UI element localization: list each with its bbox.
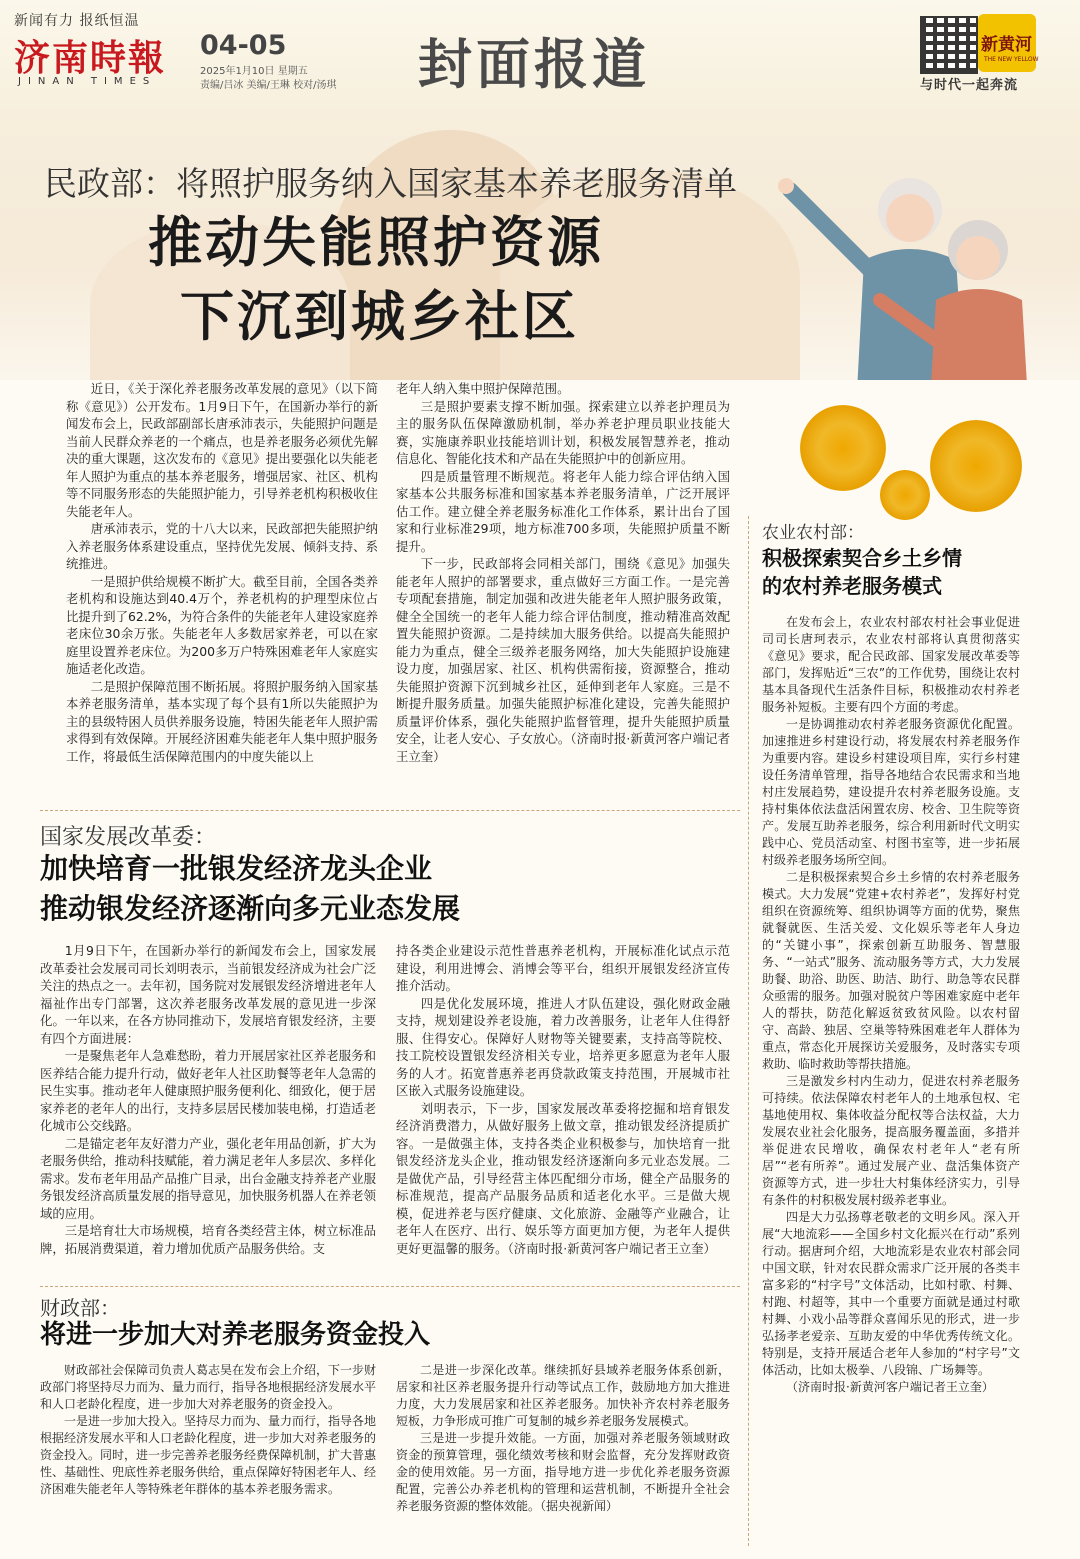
paragraph: 二是锚定老年友好潜力产业，强化老年用品创新，扩大为老服务供给，推动科技赋能，着力满足老年人多层次、多样化需求。发布老年用品产品推广目录，出台金融支持养老产业服务银发经济高质量发展的指导意见，加快服务机器人在养老领域的应用。 — [40, 1135, 376, 1221]
mof-col1 — [40, 1362, 376, 1498]
masthead — [0, 0, 1080, 110]
elderly-couple-icon — [760, 150, 1060, 380]
section-divider — [40, 1286, 740, 1287]
partner-logo-text: 新黄河 — [981, 35, 1032, 55]
page-number: 04-05 — [200, 30, 287, 61]
paragraph: 近日，《关于深化养老服务改革发展的意见》（以下简称《意见》）公开发布。1月9日下午，在国新办举行的新闻发布会上，民政部副部长唐承沛表示，失能照护问题是当前人民群众养老的一个痛点，也是养老服务必须优先解决的重大课题，这次发布的《意见》提出要强化以失能老年人照护为重点的基本养老服务，增强居家、社区、机构等不同服务形态的失能照护能力，引导养老机构积极收住失能老年人。 — [66, 381, 378, 519]
section-title: 封面报道 — [418, 33, 650, 96]
column-divider — [748, 516, 749, 1546]
paragraph: 一是协调推动农村养老服务资源优化配置。加速推进乡村建设行动，将发展农村养老服务作为重要内容。建设乡村建设项目库，实行乡村建设任务清单管理，指导各地结合农民需求和当地村庄发展趋势，建设提升农村养老服务设施。支持村集体依法盘活闲置农房、校舍、卫生院等资产。发展互助养老服务，综合利用新时代文明实践中心、党员活动室、村图书室等，进一步拓展村级养老服务场所空间。 — [762, 717, 1020, 867]
chrysanthemum-icon — [930, 420, 1022, 512]
paragraph: 三是进一步提升效能。一方面，加强对养老服务领域财政资金的预算管理，强化绩效考核和财会监督，充分发挥财政资金的使用效能。另一方面，指导地方进一步优化养老服务资源配置，完善公办养老机构的管理和运营机制，不断提升全社会养老服务资源的整体效能。（据央视新闻） — [396, 1431, 730, 1513]
mof-headline: 将进一步加大对养老服务资金投入 — [40, 1320, 431, 1350]
chrysanthemum-icon — [800, 405, 886, 491]
paragraph: 1月9日下午，在国新办举行的新闻发布会上，国家发展改革委社会发展司司长刘明表示，当前银发经济成为社会广泛关注的热点之一。去年初，国务院对发展银发经济增进老年人福祉作出专门部署，这次养老服务改革发展的意见进一步深化。一年以来，在各方协同推动下，发展培育银发经济，主要有四个方面进展： — [40, 943, 376, 1046]
editors-line: 责编/吕冰 美编/王琳 校对/汤琪 — [200, 80, 337, 91]
section-divider — [40, 810, 740, 811]
mof-col2 — [396, 1362, 730, 1515]
ndrc-col2 — [396, 942, 730, 1257]
paragraph: 二是进一步深化改革。继续抓好县域养老服务体系创新，居家和社区养老服务提升行动等试点工作，鼓励地方加大推进力度，大力发展居家和社区养老服务。加快补齐农村养老服务短板，力争形成可推广可复制的城乡养老服务发展模式。 — [396, 1363, 730, 1428]
moa-kicker: 农业农村部： — [762, 523, 864, 543]
main-story-kicker: 民政部：将照护服务纳入国家基本养老服务清单 — [44, 164, 737, 203]
paragraph: 三是激发乡村内生动力，促进农村养老服务可持续。依法保障农村老年人的土地承包权、宅基地使用权、集体收益分配权等合法权益，大力发展农业社会化服务，提高服务覆盖面，多措并举促进农民增收，确保农村老年人“老有所居”“老有所养”。通过发展产业、盘活集体资产资源等方式，进一步壮大村集体经济实力，引导有条件的村积极发展村级养老事业。 — [762, 1074, 1020, 1207]
partner-tagline: 与时代一起奔流 — [920, 78, 1019, 93]
ndrc-headline-line1: 加快培育一批银发经济龙头企业 — [40, 852, 433, 885]
paragraph: 刘明表示，下一步，国家发展改革委将挖掘和培育银发经济消费潜力，从做好服务上做文章，推动银发经济提质扩容。一是做强主体，支持各类企业积极参与，加快培育一批银发经济龙头企业，推动银发经济逐渐向多元业态发展。二是做优产品，引导经营主体匹配细分市场，健全产品服务的标准规范，提高产品服务品质和适老化水平。三是做大规模，促进养老与医疗健康、文化旅游、金融等产业融合，让老年人在医疗、出行、娱乐等方面更加方便，为老年人提供更好更温馨的服务。（济南时报·新黄河客户端记者王立奎） — [396, 1100, 730, 1256]
paragraph: 持各类企业建设示范性普惠养老机构，开展标准化试点示范建设，利用进博会、消博会等平台，组织开展银发经济宣传推介活动。 — [396, 943, 730, 993]
moa-body — [762, 614, 1020, 1396]
moa-headline-line2: 的农村养老服务模式 — [762, 574, 942, 598]
paragraph: 唐承沛表示，党的十八大以来，民政部把失能照护纳入养老服务体系建设重点，坚持优先发展、倾斜支持、系统推进。 — [66, 521, 378, 571]
main-story-col1 — [66, 380, 378, 765]
newspaper-logo: 济南時報 — [14, 37, 167, 79]
date-line: 2025年1月10日 星期五 — [200, 66, 308, 77]
paragraph: 四是质量管理不断规范。将老年人能力综合评估纳入国家基本公共服务标准和国家基本养老服务清单，广泛开展评估工作。建立健全养老服务标准化工作体系，累计出台了国家和行业标准29项，地方标准700多项，失能照护质量不断提升。 — [396, 468, 730, 554]
mof-kicker: 财政部： — [40, 1296, 120, 1320]
paragraph: 四是优化发展环境，推进人才队伍建设，强化财政金融支持，规划建设养老设施，着力改善服务，让老年人住得舒服、住得安心。保障好人财物等关键要素，支持高等院校、技工院校设置银发经济相关专业，培养更多愿意为老年人服务的人才。拓宽普惠养老再贷款政策支持范围，开展城市社区嵌入式服务设施建设。 — [396, 995, 730, 1098]
paragraph: 一是进一步加大投入。坚持尽力而为、量力而行，指导各地根据经济发展水平和人口老龄化程度，进一步加大对养老服务的资金投入。同时，进一步完善养老服务经费保障机制，扩大普惠性、基础性、兜底性养老服务供给，重点保障好特困老年人、经济困难失能老年人等特殊老年群体的基本养老服务需求。 — [40, 1414, 377, 1496]
paragraph: 下一步，民政部将会同相关部门，围绕《意见》加强失能老年人照护的部署要求，重点做好三方面工作。一是完善专项配套措施，制定加强和改进失能老年人照护服务政策，健全全国统一的老年人能力综合评估制度，推动精准高效配置失能照护资源。二是持续加大服务供给。以提高失能照护能力为重点，健全三级养老服务网络，加大失能照护设施建设力度，加强居家、社区、机构供需衔接，资源整合，推动失能照护资源下沉到城乡社区，延伸到老年人家庭。三是不断提升服务质量。加强失能照护标准化建设，完善失能照护质量评价体系，强化失能照护监督管理，提升失能照护质量安全，让老人安心、子女放心。（济南时报·新黄河客户端记者王立奎） — [396, 556, 730, 764]
paragraph: 一是照护供给规模不断扩大。截至目前，全国各类养老机构和设施达到40.4万个，养老机构的护理型床位占比提升到了62.2%，为符合条件的失能老年人建设家庭养老床位30余万张。失能老年人多数居家养老，可以在家庭里设置养老床位。为200多万户特殊困难老年人家庭实施适老化改造。 — [66, 573, 378, 676]
ndrc-kicker: 国家发展改革委： — [40, 825, 217, 850]
partner-logo-en: THE NEW YELLOW — [984, 56, 1039, 63]
main-headline-line1: 推动失能照护资源 — [148, 211, 604, 274]
qr-code-icon[interactable] — [920, 16, 978, 74]
paragraph: 财政部社会保障司负责人葛志昊在发布会上介绍，下一步财政部门将坚持尽力而为、量力而行，指导各地根据经济发展水平和人口老龄化程度，进一步加大对养老服务的资金投入。 — [40, 1363, 377, 1411]
chrysanthemum-icon — [880, 470, 930, 520]
paragraph: 二是照护保障范围不断拓展。将照护服务纳入国家基本养老服务清单，基本实现了每个县有1所以失能照护为主的县级特困人员供养服务设施，特困失能老年人照护需求得到有效保障。开展经济困难失能老年人集中照护服务工作，将最低生活保障范围内的中度失能以上 — [66, 678, 378, 764]
paragraph: 三是照护要素支撑不断加强。探索建立以养老护理员为主的服务队伍保障激励机制，举办养老护理员职业技能大赛，实施康养职业技能培训计划，积极发展智慧养老，推动信息化、智能化技术和产品在失能照护中的创新应用。 — [396, 398, 730, 466]
newspaper-slogan: 新闻有力 报纸恒温 — [14, 13, 140, 29]
paragraph: 二是积极探索契合乡土乡情的农村养老服务模式。大力发展“党建+农村养老”，发挥好村党组织在资源统筹、组织协调等方面的优势，聚焦就餐就医、生活关爱、文化娱乐等老年人身边的“关键小事”，探索创新互助服务、智慧服务、“一站式”服务、流动服务等方式，大力发展助餐、助浴、助医、助洁、助行、助急等农民群众亟需的服务。加强对脱贫户等困难家庭中老年人的帮扶，防范化解返贫致贫风险。以农村留守、高龄、独居、空巢等特殊困难老年人群体为重点，常态化开展探访关爱服务，及时落实专项救助、临时救助等帮扶措施。 — [762, 870, 1020, 1071]
main-story-col2 — [396, 380, 730, 765]
newspaper-logo-en: JINAN TIMES — [18, 76, 157, 87]
paragraph: 三是培育壮大市场规模，培育各类经营主体，树立标准品牌，拓展消费渠道，着力增加优质产品服务供给。支 — [40, 1223, 376, 1256]
paragraph: 在发布会上，农业农村部农村社会事业促进司司长唐珂表示，农业农村部将认真贯彻落实《意见》要求，配合民政部、国家发展改革委等部门，发挥贴近“三农”的工作优势，围绕让农村基本具备现代生活条件目标，积极推动农村养老服务补短板。主要有四个方面的考虑。 — [762, 615, 1020, 714]
paragraph: 一是聚焦老年人急难愁盼，着力开展居家社区养老服务和医养结合能力提升行动，做好老年人社区助餐等老年人急需的民生实事。推动老年人健康照护服务便利化、细致化，便于居家养老的老年人的出行，支持多层居民楼加装电梯，打造适老化城市公交线路。 — [40, 1048, 376, 1133]
byline: （济南时报·新黄河客户端记者王立奎） — [786, 1380, 994, 1394]
paragraph: 四是大力弘扬尊老敬老的文明乡风。深入开展“大地流彩——全国乡村文化振兴在行动”系列行动。据唐珂介绍，大地流彩是农业农村部会同中国文联，针对农民群众需求广泛开展的各类丰富多彩的“村字号”文体活动，比如村歌、村舞、村跑、村超等，其中一个重要方面就是通过村歌村舞、小戏小品等群众喜闻乐见的形式，进一步弘扬孝老爱亲、互助友爱的中华优秀传统文化。特别是，支持开展适合老年人参加的“村字号”文体活动，比如太极拳、八段锦、广场舞等。 — [762, 1210, 1020, 1377]
moa-headline-line1: 积极探索契合乡土乡情 — [762, 546, 962, 570]
ndrc-col1 — [40, 942, 376, 1257]
main-headline-line2: 下沉到城乡社区 — [180, 285, 579, 348]
paragraph: 老年人纳入集中照护保障范围。 — [396, 381, 570, 396]
ndrc-headline-line2: 推动银发经济逐渐向多元业态发展 — [40, 892, 461, 925]
